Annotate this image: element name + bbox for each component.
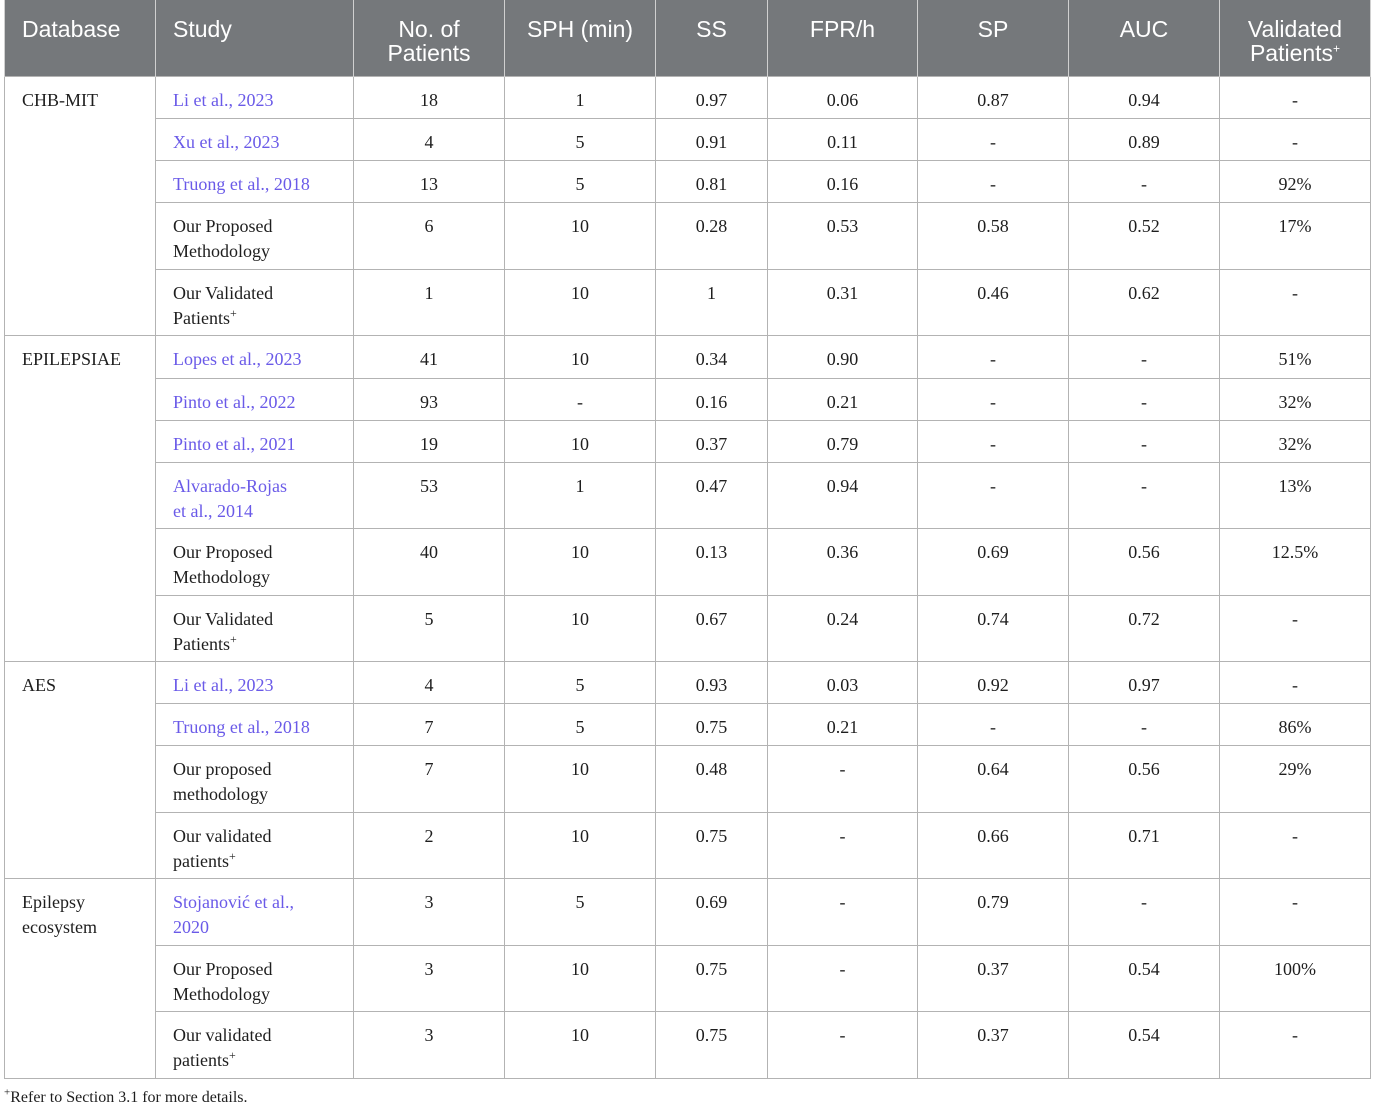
comparison-table-container bbox=[4, 0, 1370, 1079]
patients-cell: 6 bbox=[354, 202, 505, 269]
study-citation-link[interactable]: Pinto et al., 2021 bbox=[156, 420, 354, 462]
study-citation-link[interactable]: Li et al., 2023 bbox=[156, 661, 354, 703]
patients-cell: 1 bbox=[354, 269, 505, 335]
header-patients: No. of Patients bbox=[354, 0, 505, 76]
database-cell: EPILEPSIAE bbox=[5, 335, 156, 661]
patients-cell: 19 bbox=[354, 420, 505, 462]
patients-cell: 3 bbox=[354, 1011, 505, 1078]
validated-cell: - bbox=[1220, 269, 1371, 335]
validated-cell: 100% bbox=[1220, 945, 1371, 1011]
sp-cell: 0.69 bbox=[918, 528, 1069, 595]
auc-cell: - bbox=[1069, 335, 1220, 378]
table-row bbox=[5, 462, 1371, 528]
table-row bbox=[5, 335, 1371, 378]
sph-cell: 1 bbox=[505, 462, 656, 528]
validated-cell: 12.5% bbox=[1220, 528, 1371, 595]
auc-cell: 0.72 bbox=[1069, 595, 1220, 661]
database-cell: Epilepsy ecosystem bbox=[5, 878, 156, 1078]
ss-cell: 0.37 bbox=[656, 420, 768, 462]
ss-cell: 0.81 bbox=[656, 160, 768, 202]
auc-cell: 0.52 bbox=[1069, 202, 1220, 269]
sp-cell: - bbox=[918, 378, 1069, 420]
auc-cell: 0.94 bbox=[1069, 76, 1220, 118]
sp-cell: 0.37 bbox=[918, 1011, 1069, 1078]
study-cell: Our validated patients+ bbox=[156, 812, 354, 878]
sp-cell: - bbox=[918, 160, 1069, 202]
sph-cell: 1 bbox=[505, 76, 656, 118]
sph-cell: 10 bbox=[505, 812, 656, 878]
table-row bbox=[5, 878, 1371, 945]
fpr-cell: - bbox=[768, 745, 918, 812]
validated-cell: 29% bbox=[1220, 745, 1371, 812]
ss-cell: 0.28 bbox=[656, 202, 768, 269]
validated-cell: 32% bbox=[1220, 378, 1371, 420]
fpr-cell: 0.06 bbox=[768, 76, 918, 118]
auc-cell: - bbox=[1069, 378, 1220, 420]
ss-cell: 0.75 bbox=[656, 945, 768, 1011]
auc-cell: 0.54 bbox=[1069, 945, 1220, 1011]
auc-cell: 0.97 bbox=[1069, 661, 1220, 703]
table-row bbox=[5, 160, 1371, 202]
auc-cell: 0.71 bbox=[1069, 812, 1220, 878]
validated-cell: 51% bbox=[1220, 335, 1371, 378]
study-cell: Our proposed methodology bbox=[156, 745, 354, 812]
table-row bbox=[5, 812, 1371, 878]
study-cell: Our Proposed Methodology bbox=[156, 528, 354, 595]
patients-cell: 93 bbox=[354, 378, 505, 420]
validated-cell: 17% bbox=[1220, 202, 1371, 269]
validated-cell: 13% bbox=[1220, 462, 1371, 528]
header-database: Database bbox=[5, 0, 156, 76]
validated-cell: - bbox=[1220, 661, 1371, 703]
table-row bbox=[5, 202, 1371, 269]
sph-cell: 10 bbox=[505, 1011, 656, 1078]
ss-cell: 0.13 bbox=[656, 528, 768, 595]
auc-cell: - bbox=[1069, 703, 1220, 745]
patients-cell: 7 bbox=[354, 703, 505, 745]
database-cell: AES bbox=[5, 661, 156, 878]
patients-cell: 13 bbox=[354, 160, 505, 202]
header-ss: SS bbox=[656, 0, 768, 76]
patients-cell: 18 bbox=[354, 76, 505, 118]
sp-cell: - bbox=[918, 118, 1069, 160]
header-study: Study bbox=[156, 0, 354, 76]
auc-cell: - bbox=[1069, 462, 1220, 528]
patients-cell: 53 bbox=[354, 462, 505, 528]
validated-cell: 92% bbox=[1220, 160, 1371, 202]
footnote: +Refer to Section 3.1 for more details. bbox=[4, 1086, 248, 1106]
table-row bbox=[5, 378, 1371, 420]
patients-cell: 41 bbox=[354, 335, 505, 378]
auc-cell: 0.62 bbox=[1069, 269, 1220, 335]
table-row bbox=[5, 420, 1371, 462]
sph-cell: 10 bbox=[505, 595, 656, 661]
patients-cell: 2 bbox=[354, 812, 505, 878]
sph-cell: 10 bbox=[505, 335, 656, 378]
sp-cell: 0.37 bbox=[918, 945, 1069, 1011]
validated-cell: - bbox=[1220, 1011, 1371, 1078]
fpr-cell: 0.16 bbox=[768, 160, 918, 202]
table-row bbox=[5, 945, 1371, 1011]
sp-cell: 0.87 bbox=[918, 76, 1069, 118]
sp-cell: - bbox=[918, 703, 1069, 745]
patients-cell: 3 bbox=[354, 945, 505, 1011]
sp-cell: - bbox=[918, 335, 1069, 378]
patients-cell: 4 bbox=[354, 661, 505, 703]
fpr-cell: 0.21 bbox=[768, 378, 918, 420]
study-citation-link[interactable]: Truong et al., 2018 bbox=[156, 703, 354, 745]
database-cell: CHB-MIT bbox=[5, 76, 156, 335]
sp-cell: 0.46 bbox=[918, 269, 1069, 335]
fpr-cell: 0.31 bbox=[768, 269, 918, 335]
validated-cell: - bbox=[1220, 76, 1371, 118]
sph-cell: 10 bbox=[505, 420, 656, 462]
table-row bbox=[5, 118, 1371, 160]
fpr-cell: 0.53 bbox=[768, 202, 918, 269]
study-citation-link[interactable]: Li et al., 2023 bbox=[156, 76, 354, 118]
validated-cell: 32% bbox=[1220, 420, 1371, 462]
ss-cell: 0.93 bbox=[656, 661, 768, 703]
sp-cell: - bbox=[918, 462, 1069, 528]
table-row bbox=[5, 595, 1371, 661]
study-cell: Our Proposed Methodology bbox=[156, 945, 354, 1011]
patients-cell: 3 bbox=[354, 878, 505, 945]
ss-cell: 0.75 bbox=[656, 812, 768, 878]
patients-cell: 40 bbox=[354, 528, 505, 595]
patients-cell: 5 bbox=[354, 595, 505, 661]
header-fpr: FPR/h bbox=[768, 0, 918, 76]
sph-cell: 5 bbox=[505, 160, 656, 202]
ss-cell: 0.67 bbox=[656, 595, 768, 661]
fpr-cell: 0.03 bbox=[768, 661, 918, 703]
fpr-cell: - bbox=[768, 812, 918, 878]
fpr-cell: 0.36 bbox=[768, 528, 918, 595]
sph-cell: 10 bbox=[505, 945, 656, 1011]
sp-cell: 0.74 bbox=[918, 595, 1069, 661]
ss-cell: 0.34 bbox=[656, 335, 768, 378]
fpr-cell: 0.11 bbox=[768, 118, 918, 160]
ss-cell: 0.48 bbox=[656, 745, 768, 812]
ss-cell: 1 bbox=[656, 269, 768, 335]
patients-cell: 7 bbox=[354, 745, 505, 812]
fpr-cell: - bbox=[768, 878, 918, 945]
table-row bbox=[5, 76, 1371, 118]
sp-cell: 0.92 bbox=[918, 661, 1069, 703]
validated-cell: - bbox=[1220, 812, 1371, 878]
study-citation-link[interactable]: Truong et al., 2018 bbox=[156, 160, 354, 202]
validated-cell: - bbox=[1220, 595, 1371, 661]
study-citation-link[interactable]: Xu et al., 2023 bbox=[156, 118, 354, 160]
sp-cell: 0.58 bbox=[918, 202, 1069, 269]
table-row bbox=[5, 269, 1371, 335]
table-row bbox=[5, 703, 1371, 745]
sph-cell: 10 bbox=[505, 202, 656, 269]
sph-cell: 5 bbox=[505, 878, 656, 945]
auc-cell: 0.54 bbox=[1069, 1011, 1220, 1078]
ss-cell: 0.47 bbox=[656, 462, 768, 528]
fpr-cell: - bbox=[768, 1011, 918, 1078]
table-body bbox=[5, 76, 1371, 1078]
validated-cell: 86% bbox=[1220, 703, 1371, 745]
ss-cell: 0.97 bbox=[656, 76, 768, 118]
ss-cell: 0.75 bbox=[656, 703, 768, 745]
study-citation-link[interactable]: Alvarado-Rojas et al., 2014 bbox=[156, 462, 354, 528]
fpr-cell: 0.21 bbox=[768, 703, 918, 745]
study-citation-link[interactable]: Lopes et al., 2023 bbox=[156, 335, 354, 378]
auc-cell: - bbox=[1069, 160, 1220, 202]
study-cell: Our validated patients+ bbox=[156, 1011, 354, 1078]
patients-cell: 4 bbox=[354, 118, 505, 160]
sph-cell: 10 bbox=[505, 745, 656, 812]
ss-cell: 0.75 bbox=[656, 1011, 768, 1078]
auc-cell: - bbox=[1069, 420, 1220, 462]
fpr-cell: 0.94 bbox=[768, 462, 918, 528]
table-row bbox=[5, 661, 1371, 703]
validated-cell: - bbox=[1220, 118, 1371, 160]
header-sph: SPH (min) bbox=[505, 0, 656, 76]
header-validated: Validated Patients+ bbox=[1220, 0, 1371, 76]
sp-cell: 0.79 bbox=[918, 878, 1069, 945]
header-sp: SP bbox=[918, 0, 1069, 76]
comparison-table bbox=[4, 0, 1371, 1079]
auc-cell: 0.56 bbox=[1069, 745, 1220, 812]
header-auc: AUC bbox=[1069, 0, 1220, 76]
ss-cell: 0.91 bbox=[656, 118, 768, 160]
sph-cell: 10 bbox=[505, 269, 656, 335]
study-cell: Our Validated Patients+ bbox=[156, 595, 354, 661]
table-row bbox=[5, 1011, 1371, 1078]
sph-cell: 5 bbox=[505, 661, 656, 703]
sp-cell: - bbox=[918, 420, 1069, 462]
study-citation-link[interactable]: Stojanović et al., 2020 bbox=[156, 878, 354, 945]
fpr-cell: 0.90 bbox=[768, 335, 918, 378]
sph-cell: 10 bbox=[505, 528, 656, 595]
auc-cell: 0.56 bbox=[1069, 528, 1220, 595]
sp-cell: 0.64 bbox=[918, 745, 1069, 812]
fpr-cell: 0.79 bbox=[768, 420, 918, 462]
validated-cell: - bbox=[1220, 878, 1371, 945]
sph-cell: 5 bbox=[505, 703, 656, 745]
table-row bbox=[5, 745, 1371, 812]
study-cell: Our Proposed Methodology bbox=[156, 202, 354, 269]
fpr-cell: 0.24 bbox=[768, 595, 918, 661]
table-header bbox=[5, 0, 1371, 76]
auc-cell: 0.89 bbox=[1069, 118, 1220, 160]
fpr-cell: - bbox=[768, 945, 918, 1011]
sp-cell: 0.66 bbox=[918, 812, 1069, 878]
auc-cell: - bbox=[1069, 878, 1220, 945]
sph-cell: 5 bbox=[505, 118, 656, 160]
ss-cell: 0.69 bbox=[656, 878, 768, 945]
study-citation-link[interactable]: Pinto et al., 2022 bbox=[156, 378, 354, 420]
study-cell: Our Validated Patients+ bbox=[156, 269, 354, 335]
ss-cell: 0.16 bbox=[656, 378, 768, 420]
table-row bbox=[5, 528, 1371, 595]
sph-cell: - bbox=[505, 378, 656, 420]
